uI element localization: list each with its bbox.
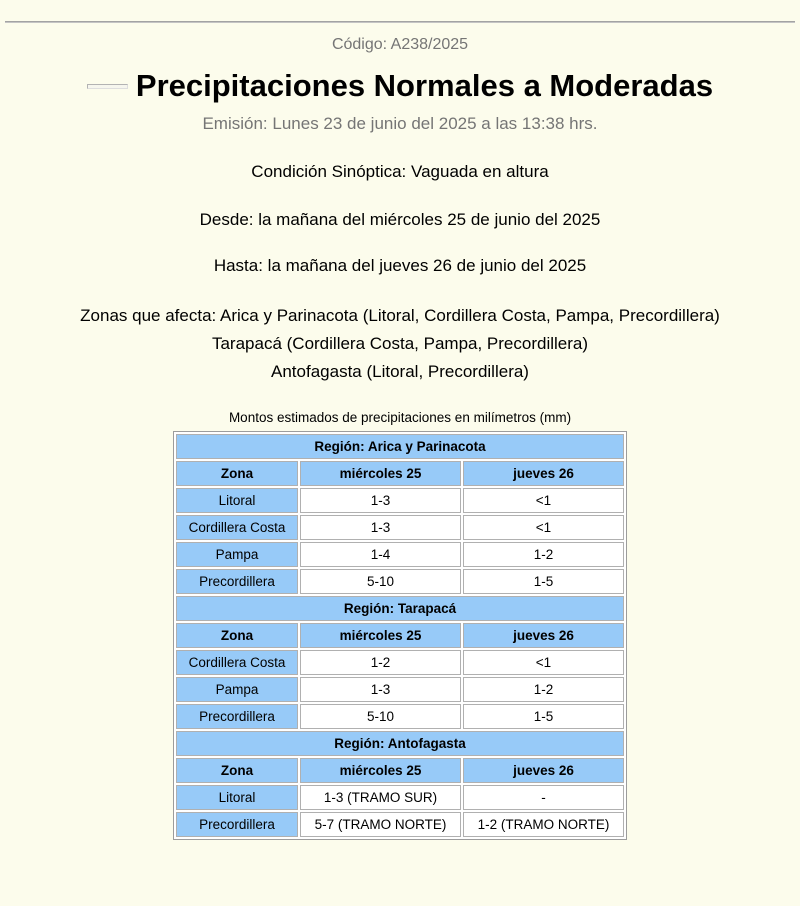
emission-line: Emisión: Lunes 23 de junio del 2025 a las 13:38 hrs.	[202, 114, 598, 133]
value-cell-day2: <1	[463, 488, 624, 513]
table-row	[176, 515, 624, 540]
zone-name-cell: Litoral	[176, 488, 298, 513]
valid-until-line: Hasta: la mañana del jueves 26 de junio del 2025	[213, 256, 587, 275]
column-header-cell-0: Zona	[176, 758, 298, 783]
bulletin-page	[0, 21, 800, 840]
region-header-cell: Región: Arica y Parinacota	[176, 434, 624, 459]
value-cell-day2: 1-2	[463, 677, 624, 702]
column-header-cell-1: miércoles 25	[300, 758, 461, 783]
value-cell-day1: 1-4	[300, 542, 461, 567]
zones-line-3: Antofagasta (Litoral, Precordillera)	[271, 362, 529, 381]
zone-name-cell: Precordillera	[176, 704, 298, 729]
value-cell-day2: 1-5	[463, 704, 624, 729]
column-header-cell-1: miércoles 25	[300, 623, 461, 648]
zone-name-cell: Pampa	[176, 677, 298, 702]
zone-name-cell: Litoral	[176, 785, 298, 810]
column-header-cell-0: Zona	[176, 623, 298, 648]
value-cell-day1: 1-3 (TRAMO SUR)	[300, 785, 461, 810]
table-row	[176, 650, 624, 675]
table-row	[176, 704, 624, 729]
zone-name-cell: Precordillera	[176, 812, 298, 837]
value-cell-day1: 5-7 (TRAMO NORTE)	[300, 812, 461, 837]
value-cell-day1: 1-3	[300, 488, 461, 513]
value-cell-day2: 1-2	[463, 542, 624, 567]
page-title: Precipitaciones Normales a Moderadas	[135, 68, 714, 103]
value-cell-day1: 1-3	[300, 515, 461, 540]
region-header-row	[176, 434, 624, 459]
table-row	[176, 569, 624, 594]
table-row	[176, 542, 624, 567]
table-row	[176, 812, 624, 837]
column-header-row	[176, 461, 624, 486]
zones-line-2: Tarapacá (Cordillera Costa, Pampa, Precordillera)	[211, 334, 589, 353]
title-dash-icon	[87, 84, 128, 89]
zone-name-cell: Cordillera Costa	[176, 650, 298, 675]
zone-name-cell: Pampa	[176, 542, 298, 567]
region-header-row	[176, 731, 624, 756]
column-header-cell-2: jueves 26	[463, 461, 624, 486]
table-caption: Montos estimados de precipitaciones en milímetros (mm)	[228, 410, 572, 425]
value-cell-day2: <1	[463, 650, 624, 675]
value-cell-day2: 1-2 (TRAMO NORTE)	[463, 812, 624, 837]
column-header-row	[176, 758, 624, 783]
value-cell-day1: 1-3	[300, 677, 461, 702]
column-header-cell-1: miércoles 25	[300, 461, 461, 486]
column-header-row	[176, 623, 624, 648]
value-cell-day2: <1	[463, 515, 624, 540]
value-cell-day2: -	[463, 785, 624, 810]
table-row	[176, 677, 624, 702]
zone-name-cell: Precordillera	[176, 569, 298, 594]
column-header-cell-2: jueves 26	[463, 758, 624, 783]
title-row	[0, 68, 800, 104]
column-header-cell-0: Zona	[176, 461, 298, 486]
region-header-row	[176, 596, 624, 621]
value-cell-day1: 1-2	[300, 650, 461, 675]
zones-line-1: Zonas que afecta: Arica y Parinacota (Litoral, Cordillera Costa, Pampa, Precordillera)	[80, 306, 720, 325]
top-divider	[5, 21, 795, 23]
table-row	[176, 785, 624, 810]
precipitation-table	[173, 431, 627, 840]
zone-name-cell: Cordillera Costa	[176, 515, 298, 540]
zones-affected	[0, 302, 800, 386]
valid-from-line: Desde: la mañana del miércoles 25 de junio del 2025	[199, 210, 601, 229]
column-header-cell-2: jueves 26	[463, 623, 624, 648]
value-cell-day2: 1-5	[463, 569, 624, 594]
synoptic-condition: Condición Sinóptica: Vaguada en altura	[251, 162, 549, 181]
value-cell-day1: 5-10	[300, 569, 461, 594]
region-header-cell: Región: Antofagasta	[176, 731, 624, 756]
bulletin-code: Código: A238/2025	[331, 36, 469, 53]
value-cell-day1: 5-10	[300, 704, 461, 729]
table-row	[176, 488, 624, 513]
region-header-cell: Región: Tarapacá	[176, 596, 624, 621]
